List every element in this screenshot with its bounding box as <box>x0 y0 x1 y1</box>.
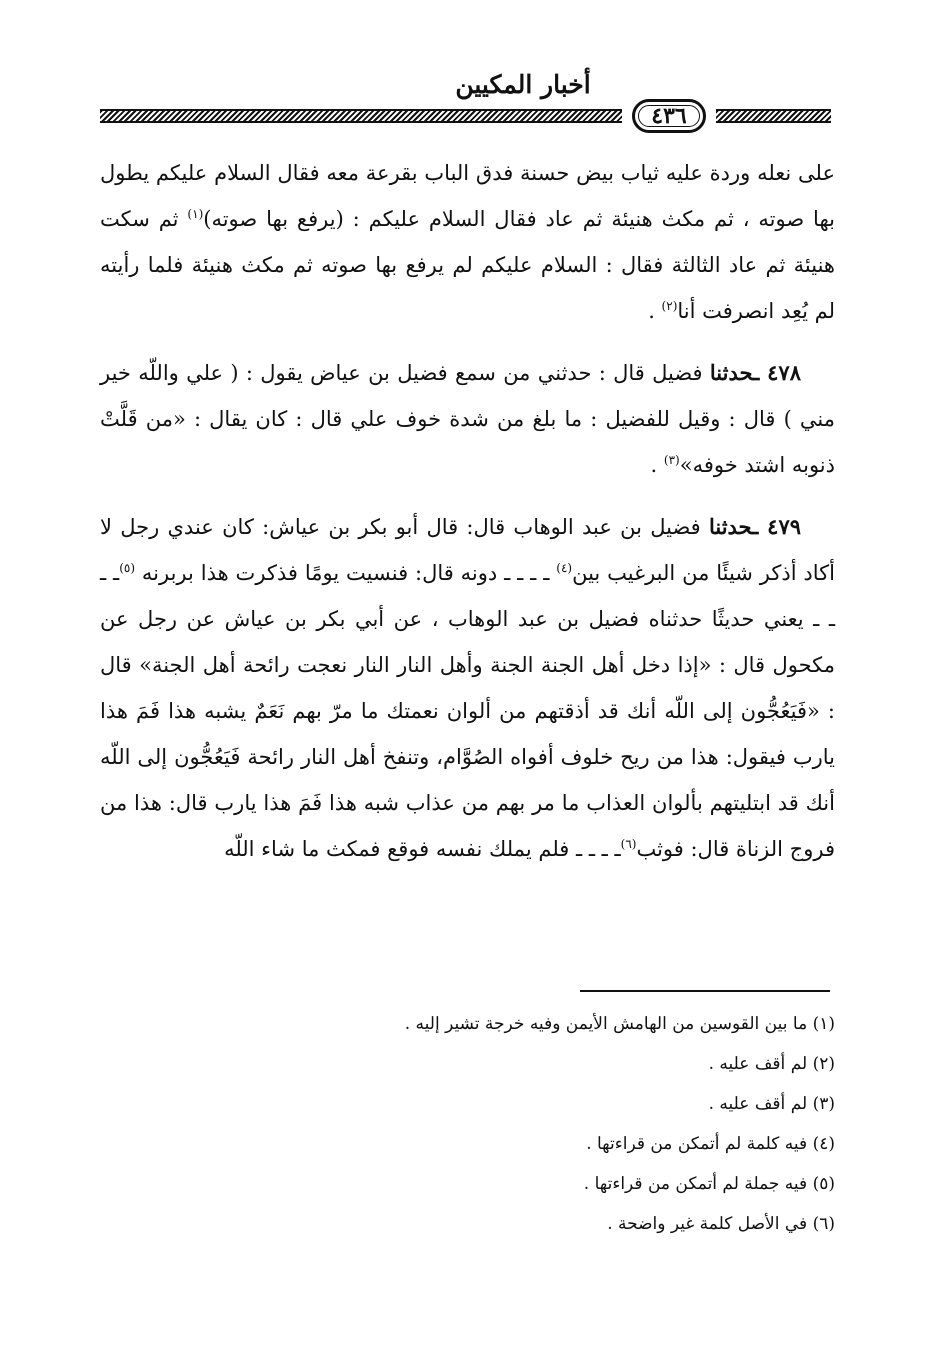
narration-head: حدثنا <box>709 360 754 385</box>
narration-479 <box>100 504 835 872</box>
paragraph-text: فضيل بن عبد الوهاب قال: قال أبو بكر بن عياش: كان عندي رجل لا أكاد أذكر شيئًا من البرغيب بين <box>100 515 835 585</box>
header-rule-left <box>100 109 622 123</box>
footnote-5: (٥) فيه جملة لم أتمكن من قراءتها . <box>583 1174 835 1194</box>
paragraph-text: ثم سكت هنيئة ثم عاد الثالثة فقال : السلام عليكم لم يرفع بها صوته ثم مكث هنيئة فلما رأيته لم يُعِد انصرفت أنا <box>100 207 835 323</box>
footnote-ref: (٦) <box>620 837 637 851</box>
footnote-ref: (٣) <box>663 453 680 467</box>
paragraph-text: . <box>648 299 662 323</box>
paragraph-text: على نعله وردة عليه ثياب بيض حسنة فدق الباب بقرعة معه فقال السلام عليكم يطول بها صوته ، ثم مكث هنيئة ثم عاد فقال السلام عليكم : (يرفع بها صوته) <box>100 161 835 231</box>
paragraph-text: ـ ـ ـ ـ يعني حديثًا حدثناه فضيل بن عبد الوهاب ، عن أبي بكر بن عياش عن رجل عن مكحول قال : «إذا دخل أهل الجنة الجنة وأهل النار النار نعجت رائحة أهل الجنة» قال : «فَيَعُجُّون إلى اللّه أنك قد أذقتهم من ألوان نعمتك ما مرّ بهم نَعَمٌ يشبه هذا فَمَ هذا يارب فيقول: هذا من ريح خلوف أفواه الصُوَّام، وتنفخ أهل النار رائحة فَيَعُجُّون إلى اللّه أنك قد ابتليتهم بألوان العذاب ما مر بهم من عذاب شبه هذا فَمَ هذا يارب قال: هذا من فروج الزناة قال: فوثب <box>100 561 835 861</box>
narration-number: ٤٧٩ ـ <box>752 514 802 539</box>
paragraph-text: فضيل قال : حدثني من سمع فضيل بن عياض يقول : ( علي واللّه خير مني ) قال : وقيل للفضيل : ما بلغ من شدة خوف علي قال : كان يقال : «من قَلَّتْ ذنوبه اشتد خوفه» <box>100 361 835 477</box>
page-number: ٤٣٦ <box>632 99 706 133</box>
running-header-title: أخبار المكيين <box>455 70 591 99</box>
footnote-ref: (٤) <box>556 561 573 575</box>
paragraph-continuation <box>100 150 835 334</box>
narration-478 <box>100 350 835 488</box>
paragraph-text: ـ ـ ـ ـ فلم يملك نفسه فوقع فمكث ما شاء اللّه <box>224 837 621 861</box>
main-text <box>100 150 835 872</box>
narration-head: حدثنا <box>708 514 753 539</box>
footnote-1: (١) ما بين القوسين من الهامش الأيمن وفيه خرجة تشير إليه . <box>404 1014 835 1034</box>
footnotes <box>300 1004 835 1244</box>
header-rule-right <box>716 109 831 123</box>
footnote-2: (٢) لم أقف عليه . <box>708 1054 835 1074</box>
footnote-separator <box>580 990 830 992</box>
footnote-4: (٤) فيه كلمة لم أتمكن من قراءتها . <box>586 1134 835 1154</box>
footnote-ref: (١) <box>187 207 204 221</box>
paragraph-text: . <box>650 453 664 477</box>
footnote-ref: (٢) <box>661 299 678 313</box>
footnote-3: (٣) لم أقف عليه . <box>708 1094 835 1114</box>
footnote-6: (٦) في الأصل كلمة غير واضحة . <box>607 1214 835 1234</box>
narration-number: ٤٧٨ ـ <box>753 360 801 385</box>
paragraph-text: ـ ـ ـ ـ دونه قال: فنسيت يومًا فذكرت هذا بربرنه <box>135 561 557 585</box>
footnote-ref: (٥) <box>119 561 136 575</box>
